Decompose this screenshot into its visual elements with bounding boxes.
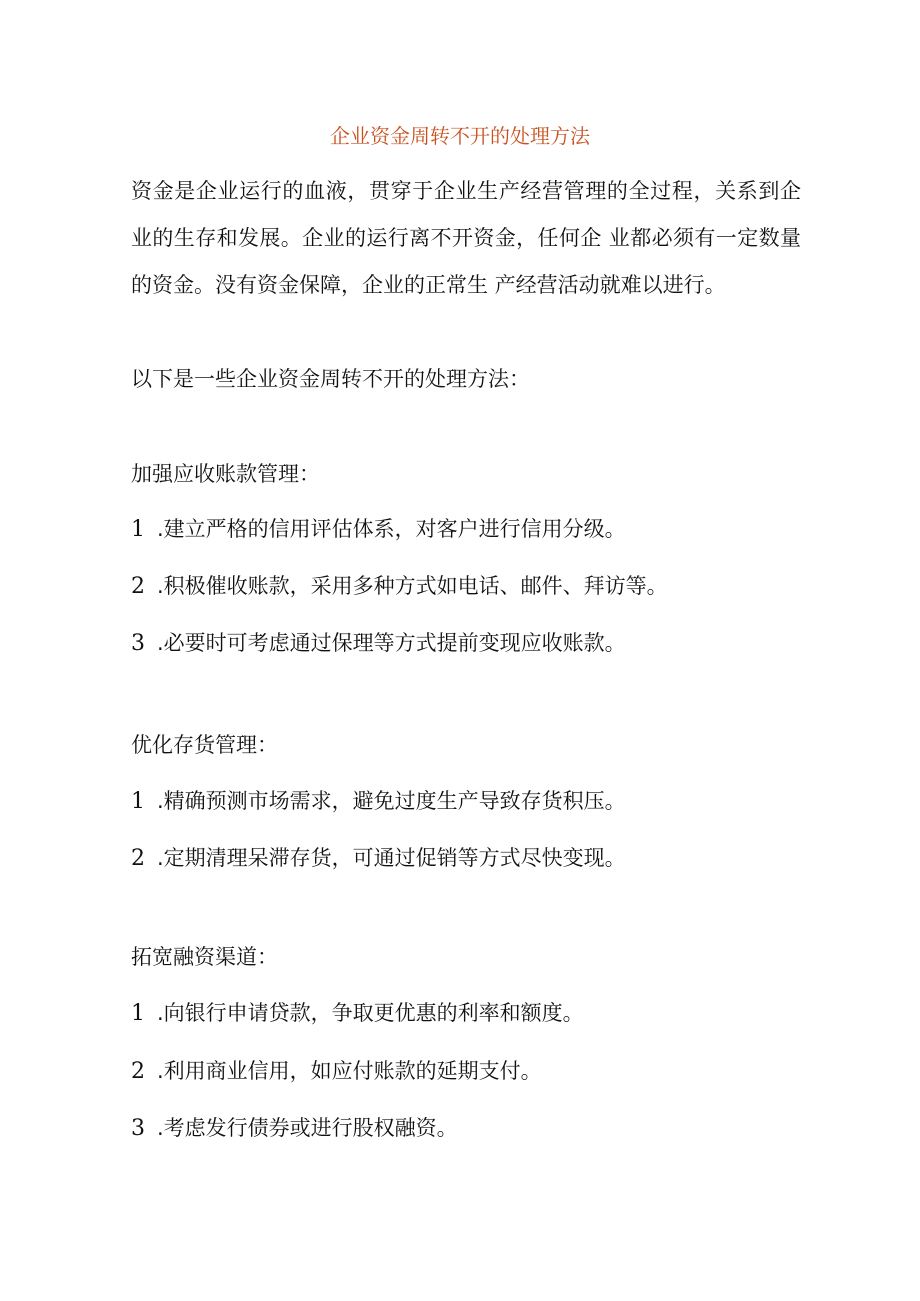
item-number: 2 bbox=[131, 1059, 145, 1084]
list-item bbox=[131, 843, 626, 874]
list-item bbox=[131, 1056, 542, 1087]
item-text: .考虑发行债券或进行股权融资。 bbox=[157, 1116, 458, 1140]
item-text: .建立严格的信用评估体系，对客户进行信用分级。 bbox=[157, 517, 626, 541]
list-item bbox=[131, 786, 626, 817]
item-number: 3 bbox=[131, 631, 145, 656]
list-item bbox=[131, 514, 626, 545]
section-heading-financing: 拓宽融资渠道： bbox=[131, 945, 278, 969]
item-text: .向银行申请贷款，争取更优惠的利率和额度。 bbox=[157, 1001, 584, 1025]
list-item bbox=[131, 628, 626, 659]
item-number: 1 bbox=[131, 789, 145, 814]
item-text: .定期清理呆滞存货，可通过促销等方式尽快变现。 bbox=[157, 846, 626, 870]
item-text: .利用商业信用，如应付账款的延期支付。 bbox=[157, 1059, 542, 1083]
item-number: 1 bbox=[131, 517, 145, 542]
section-heading-inventory: 优化存货管理： bbox=[131, 733, 278, 757]
lead-sentence: 以下是一些企业资金周转不开的处理方法： bbox=[131, 367, 530, 391]
list-item bbox=[131, 571, 668, 602]
item-text: .积极催收账款，采用多种方式如电话、邮件、拜访等。 bbox=[157, 574, 668, 598]
section-heading-receivables: 加强应收账款管理： bbox=[131, 462, 320, 486]
item-number: 2 bbox=[131, 574, 145, 599]
item-number: 2 bbox=[131, 846, 145, 871]
document-title: 企业资金周转不开的处理方法 bbox=[330, 124, 590, 148]
item-text: .必要时可考虑通过保理等方式提前变现应收账款。 bbox=[157, 631, 626, 655]
item-number: 1 bbox=[131, 1001, 145, 1026]
list-item bbox=[131, 998, 584, 1029]
item-text: .精确预测市场需求，避免过度生产导致存货积压。 bbox=[157, 789, 626, 813]
item-number: 3 bbox=[131, 1116, 145, 1141]
list-item bbox=[131, 1113, 458, 1144]
intro-paragraph: 资金是企业运行的血液，贯穿于企业生产经营管理的全过程，关系到企业的生存和发展。企业的运行离不开资金，任何企 业都必须有一定数量的资金。没有资金保障，企业的正常生 产经营活动就难以进行。 bbox=[131, 179, 801, 297]
